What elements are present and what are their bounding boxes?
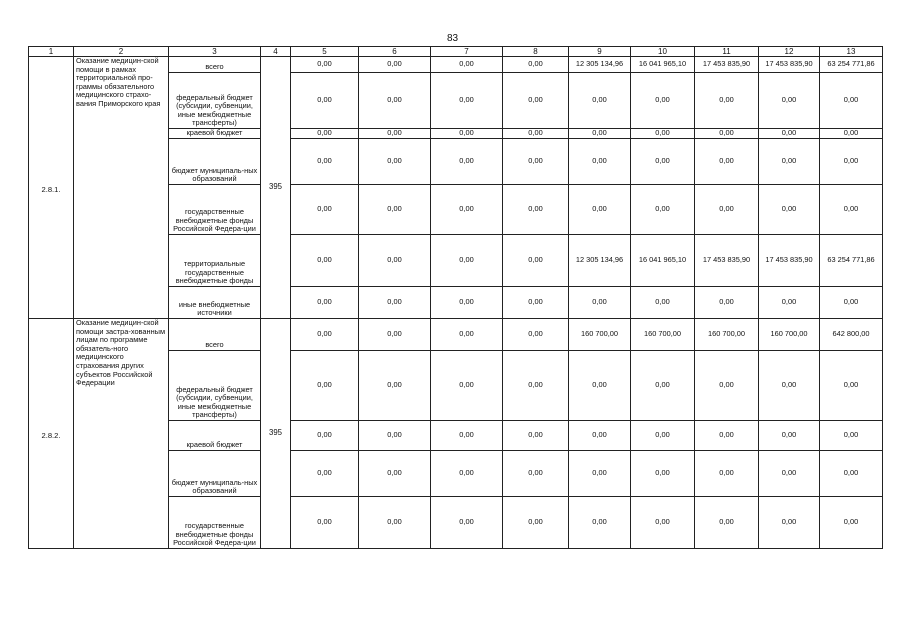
value-cell: 0,00 [359, 235, 431, 287]
value-cell: 0,00 [359, 319, 431, 351]
value-cell: 0,00 [291, 319, 359, 351]
funding-source: бюджет муниципаль-ных образований [169, 451, 261, 497]
value-cell: 0,00 [759, 287, 820, 319]
value-cell: 0,00 [695, 451, 759, 497]
value-cell: 0,00 [569, 421, 631, 451]
value-cell: 0,00 [503, 351, 569, 421]
value-cell: 0,00 [291, 351, 359, 421]
value-cell: 0,00 [291, 451, 359, 497]
value-cell: 0,00 [291, 185, 359, 235]
value-cell: 642 800,00 [820, 319, 883, 351]
value-cell: 0,00 [291, 57, 359, 73]
value-cell: 0,00 [291, 497, 359, 549]
header-cell: 10 [631, 47, 695, 57]
value-cell: 0,00 [291, 287, 359, 319]
header-cell: 2 [74, 47, 169, 57]
value-cell: 0,00 [820, 287, 883, 319]
funding-source: государственные внебюджетные фонды Российской Федера-ции [169, 497, 261, 549]
value-cell: 160 700,00 [695, 319, 759, 351]
value-cell: 63 254 771,86 [820, 57, 883, 73]
value-cell: 12 305 134,96 [569, 57, 631, 73]
value-cell: 0,00 [359, 139, 431, 185]
value-cell: 0,00 [631, 129, 695, 139]
value-cell: 0,00 [759, 421, 820, 451]
value-cell: 0,00 [291, 73, 359, 129]
value-cell: 63 254 771,86 [820, 235, 883, 287]
funding-source: федеральный бюджет (субсидии, субвенции, иные межбюджетные трансферты) [169, 351, 261, 421]
funding-source: бюджет муниципаль-ных образований [169, 139, 261, 185]
value-cell: 0,00 [631, 73, 695, 129]
value-cell: 0,00 [431, 57, 503, 73]
value-cell: 0,00 [431, 139, 503, 185]
value-cell: 0,00 [759, 185, 820, 235]
value-cell: 0,00 [359, 185, 431, 235]
header-cell: 3 [169, 47, 261, 57]
value-cell: 0,00 [759, 497, 820, 549]
section-description: Оказание медицин-ской помощи в рамках территориальной про-граммы обязательного медицинского страхо-вания Приморского края [74, 57, 169, 319]
value-cell: 0,00 [759, 139, 820, 185]
table-body [29, 47, 883, 549]
value-cell: 0,00 [291, 421, 359, 451]
value-cell: 0,00 [503, 185, 569, 235]
value-cell: 17 453 835,90 [695, 57, 759, 73]
value-cell: 0,00 [359, 57, 431, 73]
value-cell: 0,00 [569, 139, 631, 185]
value-cell: 160 700,00 [759, 319, 820, 351]
header-cell: 8 [503, 47, 569, 57]
value-cell: 0,00 [820, 185, 883, 235]
value-cell: 0,00 [569, 129, 631, 139]
funding-source: федеральный бюджет (субсидии, субвенции, иные межбюджетные трансферты) [169, 73, 261, 129]
value-cell: 17 453 835,90 [695, 235, 759, 287]
kbk-code: 395 [261, 57, 291, 319]
header-cell: 11 [695, 47, 759, 57]
value-cell: 0,00 [503, 421, 569, 451]
value-cell: 0,00 [291, 235, 359, 287]
value-cell: 160 700,00 [631, 319, 695, 351]
table-row [29, 319, 883, 351]
value-cell: 0,00 [359, 73, 431, 129]
kbk-code: 395 [261, 319, 291, 549]
value-cell: 0,00 [759, 129, 820, 139]
funding-source: государственные внебюджетные фонды Российской Федера-ции [169, 185, 261, 235]
value-cell: 0,00 [759, 73, 820, 129]
value-cell: 0,00 [569, 73, 631, 129]
header-cell: 13 [820, 47, 883, 57]
header-cell: 4 [261, 47, 291, 57]
value-cell: 0,00 [503, 287, 569, 319]
value-cell: 0,00 [820, 73, 883, 129]
value-cell: 0,00 [820, 129, 883, 139]
value-cell: 0,00 [695, 73, 759, 129]
value-cell: 0,00 [431, 185, 503, 235]
value-cell: 0,00 [431, 319, 503, 351]
value-cell: 0,00 [695, 497, 759, 549]
value-cell: 0,00 [820, 451, 883, 497]
header-cell: 7 [431, 47, 503, 57]
header-row [29, 47, 883, 57]
value-cell: 0,00 [359, 497, 431, 549]
value-cell: 0,00 [631, 451, 695, 497]
value-cell: 0,00 [820, 497, 883, 549]
header-cell: 9 [569, 47, 631, 57]
value-cell: 0,00 [291, 129, 359, 139]
value-cell: 0,00 [759, 451, 820, 497]
funding-source: всего [169, 319, 261, 351]
table-row [29, 57, 883, 73]
value-cell: 0,00 [569, 351, 631, 421]
value-cell: 0,00 [431, 421, 503, 451]
value-cell: 0,00 [431, 129, 503, 139]
value-cell: 0,00 [569, 185, 631, 235]
value-cell: 0,00 [503, 451, 569, 497]
value-cell: 0,00 [569, 451, 631, 497]
value-cell: 0,00 [431, 73, 503, 129]
value-cell: 0,00 [359, 421, 431, 451]
value-cell: 0,00 [695, 421, 759, 451]
value-cell: 0,00 [431, 351, 503, 421]
value-cell: 0,00 [759, 351, 820, 421]
header-cell: 12 [759, 47, 820, 57]
value-cell: 0,00 [695, 351, 759, 421]
value-cell: 0,00 [503, 139, 569, 185]
budget-table [28, 46, 883, 549]
value-cell: 0,00 [431, 497, 503, 549]
value-cell: 0,00 [359, 129, 431, 139]
value-cell: 0,00 [631, 139, 695, 185]
value-cell: 0,00 [503, 497, 569, 549]
value-cell: 0,00 [820, 351, 883, 421]
funding-source: территориальные государственные внебюджетные фонды [169, 235, 261, 287]
funding-source: краевой бюджет [169, 129, 261, 139]
page-number: 83 [446, 33, 459, 44]
value-cell: 0,00 [631, 351, 695, 421]
header-cell: 1 [29, 47, 74, 57]
value-cell: 0,00 [631, 421, 695, 451]
funding-source: иные внебюджетные источники [169, 287, 261, 319]
value-cell: 12 305 134,96 [569, 235, 631, 287]
value-cell: 0,00 [631, 287, 695, 319]
value-cell: 0,00 [503, 129, 569, 139]
section-description: Оказание медицин-ской помощи застра-хованным лицам по программе обязатель-ного медицинского страхования других субъектов Российской Федерации [74, 319, 169, 549]
value-cell: 0,00 [503, 73, 569, 129]
funding-source: краевой бюджет [169, 421, 261, 451]
value-cell: 0,00 [503, 319, 569, 351]
value-cell: 0,00 [359, 351, 431, 421]
value-cell: 0,00 [359, 451, 431, 497]
value-cell: 0,00 [431, 451, 503, 497]
value-cell: 0,00 [431, 287, 503, 319]
header-cell: 5 [291, 47, 359, 57]
value-cell: 0,00 [695, 185, 759, 235]
section-code: 2.8.2. [29, 319, 74, 549]
value-cell: 0,00 [820, 139, 883, 185]
value-cell: 16 041 965,10 [631, 235, 695, 287]
value-cell: 0,00 [431, 235, 503, 287]
value-cell: 0,00 [820, 421, 883, 451]
value-cell: 0,00 [503, 235, 569, 287]
value-cell: 16 041 965,10 [631, 57, 695, 73]
value-cell: 0,00 [569, 287, 631, 319]
value-cell: 0,00 [569, 497, 631, 549]
header-cell: 6 [359, 47, 431, 57]
value-cell: 0,00 [695, 287, 759, 319]
value-cell: 0,00 [291, 139, 359, 185]
funding-source: всего [169, 57, 261, 73]
value-cell: 0,00 [631, 497, 695, 549]
value-cell: 160 700,00 [569, 319, 631, 351]
value-cell: 0,00 [503, 57, 569, 73]
section-code: 2.8.1. [29, 57, 74, 319]
value-cell: 17 453 835,90 [759, 235, 820, 287]
value-cell: 17 453 835,90 [759, 57, 820, 73]
value-cell: 0,00 [631, 185, 695, 235]
value-cell: 0,00 [359, 287, 431, 319]
value-cell: 0,00 [695, 139, 759, 185]
value-cell: 0,00 [695, 129, 759, 139]
